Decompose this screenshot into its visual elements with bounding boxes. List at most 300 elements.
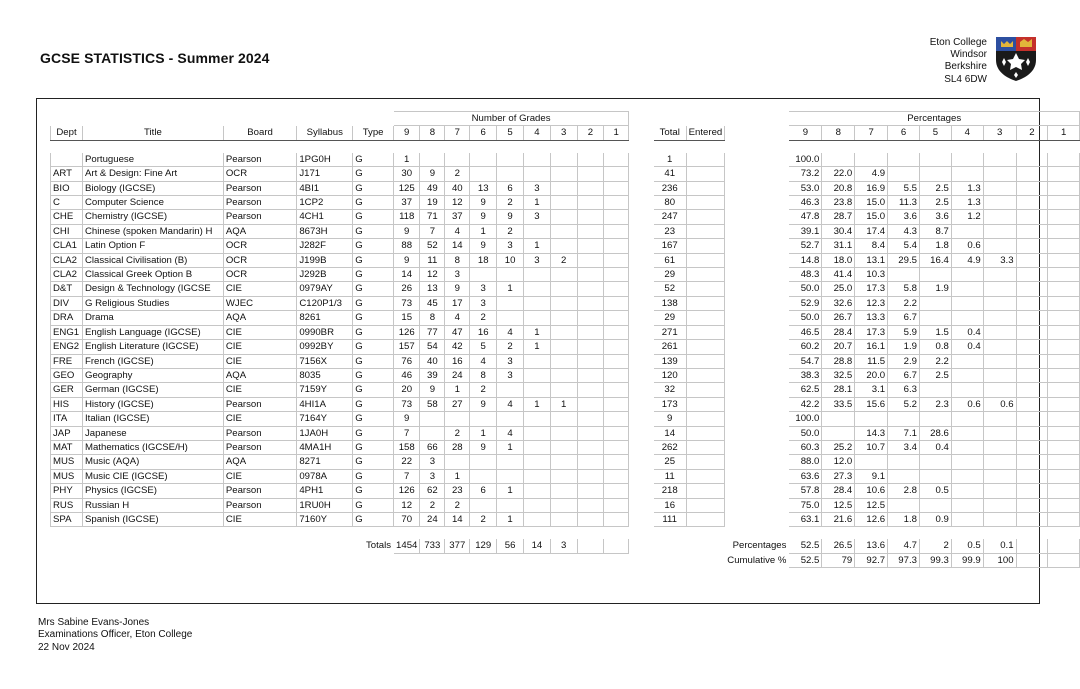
percentage-cell	[822, 426, 855, 440]
grade-count-cell	[470, 455, 497, 469]
grade-count-cell	[577, 397, 604, 411]
percentage-cell	[983, 383, 1016, 397]
grade-count-cell	[577, 368, 604, 382]
grade-count-cell: 52	[420, 239, 445, 253]
grade-count-cell: 16	[445, 354, 470, 368]
entered-cell	[686, 340, 725, 354]
title-cell: Computer Science	[82, 196, 223, 210]
percentage-cell	[951, 167, 983, 181]
grade-count-cell	[577, 268, 604, 282]
grade-count-cell	[524, 311, 551, 325]
grade-count-cell	[550, 296, 577, 310]
grade-count-cell: 9	[445, 282, 470, 296]
percentage-cell	[983, 296, 1016, 310]
table-row	[51, 397, 1080, 411]
percentage-cell: 1.9	[919, 282, 951, 296]
type-cell: G	[353, 340, 394, 354]
grade-count-cell: 28	[445, 440, 470, 454]
column-header-grade: 8	[420, 126, 445, 140]
column-header-pct: 3	[983, 126, 1016, 140]
grade-count-cell: 22	[394, 455, 420, 469]
percentage-cell	[951, 498, 983, 512]
percentage-cell	[1016, 224, 1048, 238]
type-cell: G	[353, 455, 394, 469]
percentage-cell	[1048, 282, 1080, 296]
grade-count-cell	[470, 152, 497, 166]
total-cell: 14	[653, 426, 686, 440]
column-header-total: Total	[653, 126, 686, 140]
syllabus-cell: J171	[297, 167, 353, 181]
table-row	[51, 210, 1080, 224]
percentage-cell: 12.6	[855, 512, 888, 526]
column-header-pct: 8	[822, 126, 855, 140]
percentage-cell	[888, 469, 920, 483]
total-grade-cell: 1454	[394, 539, 420, 553]
total-grade-cell: 14	[524, 539, 551, 553]
percentage-cell	[1016, 196, 1048, 210]
percentage-cell	[1016, 383, 1048, 397]
grade-count-cell	[524, 484, 551, 498]
grade-count-cell: 70	[394, 512, 420, 526]
type-cell: G	[353, 397, 394, 411]
percentage-cell: 8.7	[919, 224, 951, 238]
percentage-cell: 41.4	[822, 268, 855, 282]
grade-count-cell	[524, 368, 551, 382]
grade-count-cell: 27	[445, 397, 470, 411]
total-percentage-cell: 4.7	[888, 539, 920, 553]
grade-count-cell: 4	[445, 224, 470, 238]
column-header-title: Title	[82, 126, 223, 140]
percentage-cell	[951, 383, 983, 397]
board-cell: CIE	[223, 412, 297, 426]
grade-count-cell	[604, 368, 629, 382]
percentage-cell: 53.0	[789, 181, 822, 195]
percentage-cell: 88.0	[789, 455, 822, 469]
syllabus-cell: 0992BY	[297, 340, 353, 354]
percentage-cell	[951, 440, 983, 454]
percentage-cell	[951, 296, 983, 310]
grade-count-cell: 37	[445, 210, 470, 224]
board-cell: OCR	[223, 268, 297, 282]
title-cell: Russian H	[82, 498, 223, 512]
spacer-cell	[629, 397, 654, 411]
spacer-cell	[725, 426, 789, 440]
percentage-cell	[1048, 412, 1080, 426]
percentage-cell	[983, 469, 1016, 483]
grade-count-cell: 4	[497, 426, 524, 440]
percentage-cell: 20.7	[822, 340, 855, 354]
percentage-cell	[983, 340, 1016, 354]
grade-count-cell	[470, 268, 497, 282]
percentage-cell	[919, 455, 951, 469]
type-cell: G	[353, 354, 394, 368]
percentage-cell	[1048, 484, 1080, 498]
percentage-cell	[1016, 282, 1048, 296]
spacer-cell	[629, 239, 654, 253]
percentage-cell: 21.6	[822, 512, 855, 526]
statistics-table	[50, 111, 1080, 568]
grade-count-cell: 46	[394, 368, 420, 382]
spacer-cell	[629, 152, 654, 166]
title-cell: Mathematics (IGCSE/H)	[82, 440, 223, 454]
percentage-cell: 27.3	[822, 469, 855, 483]
percentage-cell	[1016, 268, 1048, 282]
grade-count-cell	[604, 397, 629, 411]
board-cell: Pearson	[223, 426, 297, 440]
percentage-cell: 1.8	[888, 512, 920, 526]
title-cell: Geography	[82, 368, 223, 382]
syllabus-cell: 1JA0H	[297, 426, 353, 440]
percentage-cell	[1016, 412, 1048, 426]
grade-count-cell	[577, 498, 604, 512]
dept-cell: D&T	[51, 282, 83, 296]
table-row	[51, 498, 1080, 512]
grade-count-cell	[497, 412, 524, 426]
entered-cell	[686, 196, 725, 210]
spacer-cell	[725, 325, 789, 339]
percentage-cell	[855, 455, 888, 469]
percentage-cell	[888, 455, 920, 469]
grade-count-cell: 1	[445, 469, 470, 483]
type-cell: G	[353, 512, 394, 526]
title-cell: Portuguese	[82, 152, 223, 166]
percentage-cell	[1016, 340, 1048, 354]
spacer-cell	[725, 239, 789, 253]
syllabus-cell: 7160Y	[297, 512, 353, 526]
title-cell: Spanish (IGCSE)	[82, 512, 223, 526]
percentage-cell	[983, 311, 1016, 325]
percentage-cell: 14.8	[789, 253, 822, 267]
title-cell: German (IGCSE)	[82, 383, 223, 397]
spacer-cell	[629, 311, 654, 325]
grade-count-cell: 40	[445, 181, 470, 195]
grade-count-cell: 9	[470, 196, 497, 210]
title-cell: English Language (IGCSE)	[82, 325, 223, 339]
dept-cell: CLA2	[51, 253, 83, 267]
grade-count-cell	[550, 224, 577, 238]
table-row	[51, 181, 1080, 195]
total-grade-cell: 377	[445, 539, 470, 553]
spacer-cell	[629, 325, 654, 339]
spacer-cell	[629, 412, 654, 426]
percentage-cell: 2.2	[919, 354, 951, 368]
dept-cell: MUS	[51, 469, 83, 483]
percentage-cell: 15.0	[855, 210, 888, 224]
grade-count-cell	[550, 383, 577, 397]
percentage-cell	[888, 167, 920, 181]
table-row	[51, 440, 1080, 454]
board-cell: AQA	[223, 455, 297, 469]
grade-count-cell: 8	[445, 253, 470, 267]
table-row	[51, 484, 1080, 498]
grade-count-cell: 40	[420, 354, 445, 368]
percentage-cell	[951, 469, 983, 483]
percentage-cell	[1048, 239, 1080, 253]
grade-count-cell	[577, 455, 604, 469]
grade-count-cell: 9	[420, 383, 445, 397]
percentage-cell	[855, 412, 888, 426]
percentage-cell	[1048, 296, 1080, 310]
percentage-cell	[1016, 210, 1048, 224]
dept-cell: BIO	[51, 181, 83, 195]
dept-cell: ENG2	[51, 340, 83, 354]
dept-cell	[51, 152, 83, 166]
percentage-cell: 28.4	[822, 484, 855, 498]
percentage-cell	[983, 325, 1016, 339]
percentage-cell	[888, 268, 920, 282]
percentage-cell: 3.6	[888, 210, 920, 224]
percentage-cell	[983, 196, 1016, 210]
column-header-pct: 9	[789, 126, 822, 140]
grade-count-cell	[524, 354, 551, 368]
column-header-grade: 2	[577, 126, 604, 140]
table-row	[51, 268, 1080, 282]
percentage-cell	[1048, 224, 1080, 238]
grade-count-cell: 1	[394, 152, 420, 166]
dept-cell: DIV	[51, 296, 83, 310]
spacer-cell	[725, 296, 789, 310]
percentage-cell	[1016, 426, 1048, 440]
grade-count-cell: 157	[394, 340, 420, 354]
percentage-cell	[1016, 512, 1048, 526]
entered-cell	[686, 455, 725, 469]
grade-count-cell	[604, 296, 629, 310]
percentage-cell	[919, 383, 951, 397]
type-cell: G	[353, 296, 394, 310]
percentage-cell	[1016, 325, 1048, 339]
percentage-cell: 31.1	[822, 239, 855, 253]
dept-cell: SPA	[51, 512, 83, 526]
grade-count-cell	[420, 152, 445, 166]
grade-count-cell: 7	[394, 426, 420, 440]
dept-cell: CLA2	[51, 268, 83, 282]
grade-count-cell	[550, 484, 577, 498]
total-cell: 247	[653, 210, 686, 224]
percentage-cell	[983, 426, 1016, 440]
board-cell: Pearson	[223, 440, 297, 454]
cumulative-row	[51, 553, 1080, 567]
percentage-cell	[983, 181, 1016, 195]
grade-count-cell: 2	[497, 224, 524, 238]
type-cell: G	[353, 469, 394, 483]
table-row	[51, 469, 1080, 483]
percentage-cell: 16.4	[919, 253, 951, 267]
total-percentage-cell	[1016, 539, 1048, 553]
type-cell: G	[353, 368, 394, 382]
grade-count-cell: 9	[470, 397, 497, 411]
grade-count-cell: 126	[394, 325, 420, 339]
syllabus-cell: 4MA1H	[297, 440, 353, 454]
grade-count-cell: 125	[394, 181, 420, 195]
grade-count-cell	[524, 268, 551, 282]
percentage-cell: 3.3	[983, 253, 1016, 267]
grade-count-cell	[577, 469, 604, 483]
spacer-cell	[629, 253, 654, 267]
grade-count-cell: 14	[445, 239, 470, 253]
page-title: GCSE STATISTICS - Summer 2024	[40, 50, 270, 66]
spacer-cell	[629, 126, 654, 140]
percentage-cell	[1048, 268, 1080, 282]
spacer-cell	[725, 253, 789, 267]
grade-count-cell: 9	[497, 210, 524, 224]
percentage-cell: 28.7	[822, 210, 855, 224]
table-row	[51, 383, 1080, 397]
grade-count-cell	[577, 167, 604, 181]
percentage-cell	[855, 152, 888, 166]
spacer-cell	[725, 196, 789, 210]
dept-cell: HIS	[51, 397, 83, 411]
grade-count-cell: 1	[497, 484, 524, 498]
address-line: SL4 6DW	[944, 73, 987, 85]
spacer-cell	[725, 282, 789, 296]
grade-count-cell	[577, 296, 604, 310]
percentage-cell	[951, 412, 983, 426]
percentage-cell	[1048, 311, 1080, 325]
grade-count-cell	[577, 512, 604, 526]
total-cell: 218	[653, 484, 686, 498]
type-cell: G	[353, 196, 394, 210]
grade-count-cell	[550, 426, 577, 440]
total-cell: 11	[653, 469, 686, 483]
percentage-cell: 100.0	[789, 152, 822, 166]
grade-count-cell	[550, 469, 577, 483]
grade-count-cell	[550, 412, 577, 426]
grade-count-cell: 118	[394, 210, 420, 224]
type-cell: G	[353, 224, 394, 238]
entered-cell	[686, 296, 725, 310]
grade-count-cell: 1	[445, 383, 470, 397]
percentage-cell	[1048, 455, 1080, 469]
syllabus-cell: 4PH1	[297, 484, 353, 498]
percentage-cell: 15.6	[855, 397, 888, 411]
spacer-cell	[629, 440, 654, 454]
grade-count-cell	[550, 239, 577, 253]
grade-count-cell	[524, 498, 551, 512]
entered-cell	[686, 311, 725, 325]
grade-count-cell: 6	[470, 484, 497, 498]
spacer-cell	[629, 354, 654, 368]
percentage-cell: 2.8	[888, 484, 920, 498]
dept-cell: C	[51, 196, 83, 210]
percentage-cell	[1016, 368, 1048, 382]
entered-cell	[686, 484, 725, 498]
grade-count-cell	[470, 469, 497, 483]
entered-cell	[686, 383, 725, 397]
grade-count-cell: 8	[470, 368, 497, 382]
total-cell: 111	[653, 512, 686, 526]
board-cell: CIE	[223, 469, 297, 483]
grade-count-cell	[577, 253, 604, 267]
title-cell: Chemistry (IGCSE)	[82, 210, 223, 224]
total-grade-cell: 3	[550, 539, 577, 553]
column-header-pct: 5	[919, 126, 951, 140]
entered-cell	[686, 469, 725, 483]
percentage-cell: 57.8	[789, 484, 822, 498]
address-line: Eton College	[929, 37, 987, 48]
column-header-grade: 3	[550, 126, 577, 140]
grade-count-cell	[604, 498, 629, 512]
grade-count-cell	[577, 354, 604, 368]
percentage-cell: 75.0	[789, 498, 822, 512]
total-grade-cell: 129	[470, 539, 497, 553]
grade-count-cell	[524, 296, 551, 310]
syllabus-cell: 4HI1A	[297, 397, 353, 411]
grade-count-cell: 39	[420, 368, 445, 382]
percentage-cell: 0.4	[951, 340, 983, 354]
percentage-cell: 0.6	[983, 397, 1016, 411]
percentage-cell: 23.8	[822, 196, 855, 210]
address-line: Windsor	[950, 49, 987, 61]
percentage-cell	[1016, 354, 1048, 368]
percentage-cell	[983, 484, 1016, 498]
percentage-cell	[919, 498, 951, 512]
table-row	[51, 253, 1080, 267]
table-row	[51, 412, 1080, 426]
spacer-cell	[725, 167, 789, 181]
percentage-cell: 1.5	[919, 325, 951, 339]
syllabus-cell: 1CP2	[297, 196, 353, 210]
percentage-cell	[951, 354, 983, 368]
dept-cell: ENG1	[51, 325, 83, 339]
grade-count-cell: 7	[420, 224, 445, 238]
grade-count-cell	[470, 498, 497, 512]
grade-count-cell	[604, 152, 629, 166]
title-cell: Music (AQA)	[82, 455, 223, 469]
column-header-grade: 5	[497, 126, 524, 140]
grade-count-cell	[550, 325, 577, 339]
title-cell: Music CIE (IGCSE)	[82, 469, 223, 483]
grade-count-cell: 1	[470, 224, 497, 238]
total-cell: 52	[653, 282, 686, 296]
spacer-cell	[725, 224, 789, 238]
address-line: Berkshire	[944, 61, 987, 73]
grade-count-cell	[550, 368, 577, 382]
grade-count-cell	[550, 340, 577, 354]
grade-count-cell: 1	[524, 340, 551, 354]
syllabus-cell: 8035	[297, 368, 353, 382]
grade-count-cell: 45	[420, 296, 445, 310]
percentage-cell	[919, 296, 951, 310]
percentages-group-header: Percentages	[789, 112, 1080, 126]
grade-count-cell	[497, 268, 524, 282]
title-cell: French (IGCSE)	[82, 354, 223, 368]
cumulative-percentage-cell: 52.5	[789, 553, 822, 567]
grade-count-cell	[550, 268, 577, 282]
total-cell: 29	[653, 268, 686, 282]
board-cell: CIE	[223, 282, 297, 296]
group-header-row	[51, 112, 1080, 126]
title-cell: Classical Greek Option B	[82, 268, 223, 282]
table-row	[51, 167, 1080, 181]
percentage-cell: 1.9	[888, 340, 920, 354]
grade-count-cell: 4	[445, 311, 470, 325]
table-row	[51, 325, 1080, 339]
percentage-cell	[1016, 181, 1048, 195]
percentage-cell: 10.7	[855, 440, 888, 454]
grade-count-cell	[445, 455, 470, 469]
grade-count-cell: 13	[420, 282, 445, 296]
signature-name: Mrs Sabine Evans-Jones	[38, 617, 150, 628]
grade-count-cell	[577, 181, 604, 195]
grade-count-cell: 23	[445, 484, 470, 498]
grade-count-cell: 126	[394, 484, 420, 498]
grade-count-cell	[550, 455, 577, 469]
spacer-cell	[629, 498, 654, 512]
total-percentage-cell: 0.5	[951, 539, 983, 553]
entered-cell	[686, 412, 725, 426]
percentage-cell: 2.5	[919, 196, 951, 210]
totals-row	[51, 539, 1080, 553]
